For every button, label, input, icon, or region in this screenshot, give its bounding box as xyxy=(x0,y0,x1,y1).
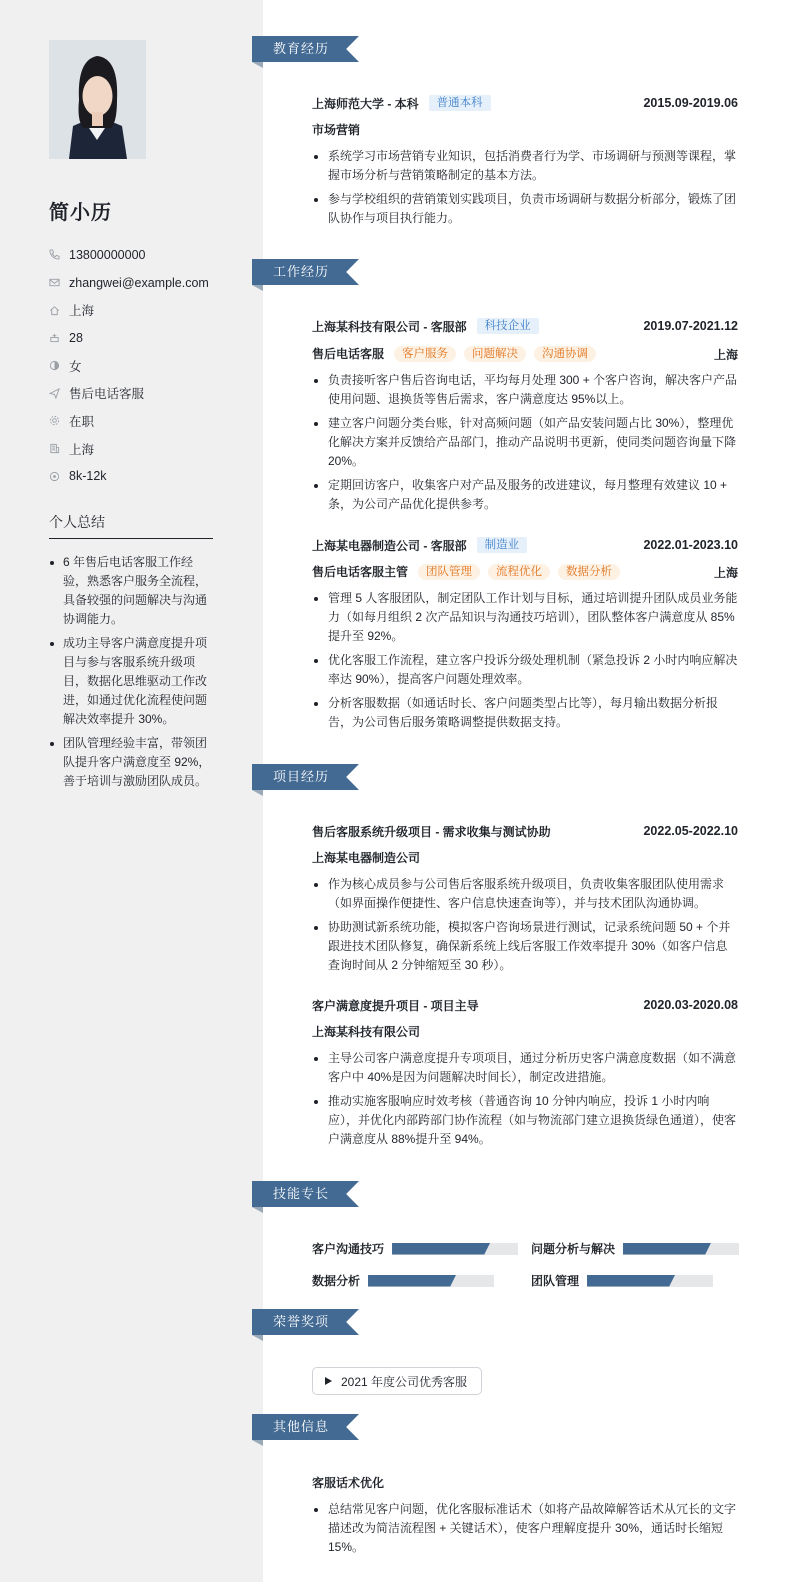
skill-fill xyxy=(587,1275,675,1287)
position: 售后电话客服 xyxy=(312,347,385,361)
bullet-item: 推动实施客服响应时效考核（普通咨询 10 分钟内响应，投诉 1 小时内响应），并优化内部跨部门协作流程（如与物流部门建立退换货绿色通道），使客户满意度从 88%提升至 94%。 xyxy=(312,1092,738,1149)
bullet-item: 定期回访客户，收集客户对产品及服务的改进建议，每月整理有效建议 10 + 条，为公司产品优化提供参考。 xyxy=(312,476,738,514)
gender-icon xyxy=(49,360,69,371)
phone-icon xyxy=(49,249,69,260)
section-header-project xyxy=(252,764,372,804)
section-header-skills xyxy=(252,1181,372,1221)
education-date: 2015.09-2019.06 xyxy=(643,96,738,110)
skill-fill xyxy=(368,1275,456,1287)
avatar-photo xyxy=(49,40,146,159)
section-header-work xyxy=(252,259,372,299)
position: 售后电话客服主管 xyxy=(312,565,409,579)
section-header-awards xyxy=(252,1309,372,1349)
skill-name: 数据分析 xyxy=(312,1274,361,1288)
project-date: 2022.05-2022.10 xyxy=(643,824,738,838)
award-item[interactable] xyxy=(312,1367,482,1395)
section-title: 教育经历 xyxy=(273,41,330,56)
work-entry xyxy=(312,316,738,519)
info-salary: 8k-12k xyxy=(49,463,229,491)
play-icon xyxy=(323,1376,333,1386)
profile-name: 简小历 xyxy=(49,202,112,224)
section-title: 工作经历 xyxy=(273,264,330,279)
cake-icon xyxy=(49,332,69,343)
project-entry xyxy=(312,821,738,980)
summary-item: 6 年售后电话客服工作经验，熟悉客户服务全流程，具备较强的问题解决与沟通协调能力。 xyxy=(49,553,215,629)
education-bullets xyxy=(312,147,738,228)
bullet-item: 分析客服数据（如通话时长、客户问题类型占比等），每月输出数据分析报告，为公司售后服务策略调整提供数据支持。 xyxy=(312,694,738,732)
section-title: 荣誉奖项 xyxy=(273,1314,330,1329)
skill-name: 团队管理 xyxy=(531,1274,580,1288)
other-entry xyxy=(312,1473,738,1562)
bullet-item: 作为核心成员参与公司售后客服系统升级项目，负责收集客服团队使用需求（如界面操作便捷性、客户信息快速查询等），并与技术团队沟通协调。 xyxy=(312,875,738,913)
section-title: 项目经历 xyxy=(273,769,330,784)
bullet-item: 管理 5 人客服团队，制定团队工作计划与目标，通过培训提升团队成员业务能力（如每月组织 2 次产品知识与沟通技巧培训），团队整体客户满意度从 85%提升至 92%。 xyxy=(312,589,738,646)
bullet-item: 建立客户问题分类台账，针对高频问题（如产品安装问题占比 30%），整理优化解决方案并反馈给产品部门，推动产品说明书更新，使同类问题咨询量下降 20%。 xyxy=(312,414,738,471)
send-icon xyxy=(49,388,69,399)
status-icon xyxy=(49,415,69,426)
skill-item xyxy=(531,1272,713,1289)
other-title: 客服话术优化 xyxy=(312,1476,385,1490)
skill-tag: 客户服务 xyxy=(394,346,456,362)
project-bullets xyxy=(312,875,738,975)
work-city: 上海 xyxy=(713,347,738,362)
salary-icon xyxy=(49,471,69,482)
company-name: 上海某电器制造公司 - 客服部 xyxy=(312,538,467,553)
home-icon xyxy=(49,305,69,316)
school-name: 上海师范大学 - 本科 xyxy=(312,96,419,111)
bullet-item: 协助测试新系统功能，模拟客户咨询场景进行测试，记录系统问题 50 + 个并跟进技术团队修复，确保新系统上线后客服工作效率提升 30%（如客户信息查询时间从 2 分钟缩短至 30 秒）。 xyxy=(312,918,738,975)
info-position: 售后电话客服 xyxy=(49,379,229,407)
major: 市场营销 xyxy=(312,123,361,137)
skill-name: 客户沟通技巧 xyxy=(312,1242,385,1256)
info-status: 在职 xyxy=(49,407,229,435)
info-age: 28 xyxy=(49,324,229,352)
school-tag: 普通本科 xyxy=(429,95,491,111)
summary-title: 个人总结 xyxy=(49,514,105,530)
section-header-other xyxy=(252,1414,372,1454)
project-entry xyxy=(312,995,738,1154)
summary-item: 成功主导客户满意度提升项目与参与客服系统升级项目，数据化思维驱动工作改进，如通过优化流程使问题解决效率提升 30%。 xyxy=(49,634,215,729)
skill-tag: 问题解决 xyxy=(464,346,526,362)
bullet-item: 系统学习市场营销专业知识，包括消费者行为学、市场调研与预测等课程，掌握市场分析与营销策略制定的基本方法。 xyxy=(312,147,738,185)
bullet-item: 参与学校组织的营销策划实践项目，负责市场调研与数据分析部分，锻炼了团队协作与项目执行能力。 xyxy=(312,190,738,228)
skill-tag: 数据分析 xyxy=(558,564,620,580)
info-gender: 女 xyxy=(49,352,229,380)
summary-list xyxy=(49,553,215,796)
company-name: 上海某科技有限公司 - 客服部 xyxy=(312,319,467,334)
project-company: 上海某科技有限公司 xyxy=(312,1025,421,1039)
bullet-item: 优化客服工作流程，建立客户投诉分级处理机制（紧急投诉 2 小时内响应解决率达 90%），提高客户问题处理效率。 xyxy=(312,651,738,689)
work-date: 2022.01-2023.10 xyxy=(643,538,738,552)
work-date: 2019.07-2021.12 xyxy=(643,319,738,333)
work-entry xyxy=(312,535,738,737)
skill-tag: 团队管理 xyxy=(418,564,480,580)
info-city: 上海 xyxy=(49,435,229,463)
project-title: 客户满意度提升项目 - 项目主导 xyxy=(312,998,479,1013)
project-date: 2020.03-2020.08 xyxy=(643,998,738,1012)
summary-item: 团队管理经验丰富，带领团队提升客户满意度至 92%，善于培训与激励团队成员。 xyxy=(49,734,215,791)
skill-name: 问题分析与解决 xyxy=(531,1242,616,1256)
info-home: 上海 xyxy=(49,296,229,324)
bullet-item: 主导公司客户满意度提升专项项目，通过分析历史客户满意度数据（如不满意客户中 40%是因为问题解决时间长），制定改进措施。 xyxy=(312,1049,738,1087)
skill-fill xyxy=(392,1243,490,1255)
building-icon xyxy=(49,443,69,454)
project-company: 上海某电器制造公司 xyxy=(312,851,421,865)
skill-fill xyxy=(623,1243,711,1255)
skill-item xyxy=(312,1240,518,1257)
skill-bar xyxy=(587,1275,713,1287)
award-label: 2021 年度公司优秀客服 xyxy=(341,1374,468,1389)
bullet-item: 总结常见客户问题，优化客服标准话术（如将产品故障解答话术从冗长的文字描述改为简洁流程图 + 关键话术），使客户理解度提升 30%，通话时长缩短 15%。 xyxy=(312,1500,738,1557)
company-tag: 制造业 xyxy=(477,537,528,553)
skill-bar xyxy=(392,1243,518,1255)
section-title: 其他信息 xyxy=(273,1419,330,1434)
skill-bar xyxy=(623,1243,739,1255)
work-city: 上海 xyxy=(713,565,738,580)
contact-info-list xyxy=(49,241,229,490)
sidebar xyxy=(0,0,263,1582)
mail-icon xyxy=(49,277,69,288)
summary-divider xyxy=(49,538,213,539)
other-bullets xyxy=(312,1500,738,1557)
section-header-education xyxy=(252,36,372,76)
skill-bar xyxy=(368,1275,494,1287)
work-bullets xyxy=(312,371,738,514)
info-email: zhangwei@example.com xyxy=(49,269,229,297)
skill-tag: 沟通协调 xyxy=(534,346,596,362)
avatar xyxy=(49,40,146,159)
skill-tag: 流程优化 xyxy=(488,564,550,580)
project-bullets xyxy=(312,1049,738,1149)
skill-item xyxy=(531,1240,739,1257)
education-entry xyxy=(312,93,738,233)
section-title: 技能专长 xyxy=(273,1186,330,1201)
project-title: 售后客服系统升级项目 - 需求收集与测试协助 xyxy=(312,824,551,839)
work-bullets xyxy=(312,589,738,732)
bullet-item: 负责接听客户售后咨询电话，平均每月处理 300 + 个客户咨询，解决客户产品使用问题、退换货等售后需求，客户满意度达 95%以上。 xyxy=(312,371,738,409)
skill-item xyxy=(312,1272,494,1289)
info-phone: 13800000000 xyxy=(49,241,229,269)
company-tag: 科技企业 xyxy=(477,318,539,334)
